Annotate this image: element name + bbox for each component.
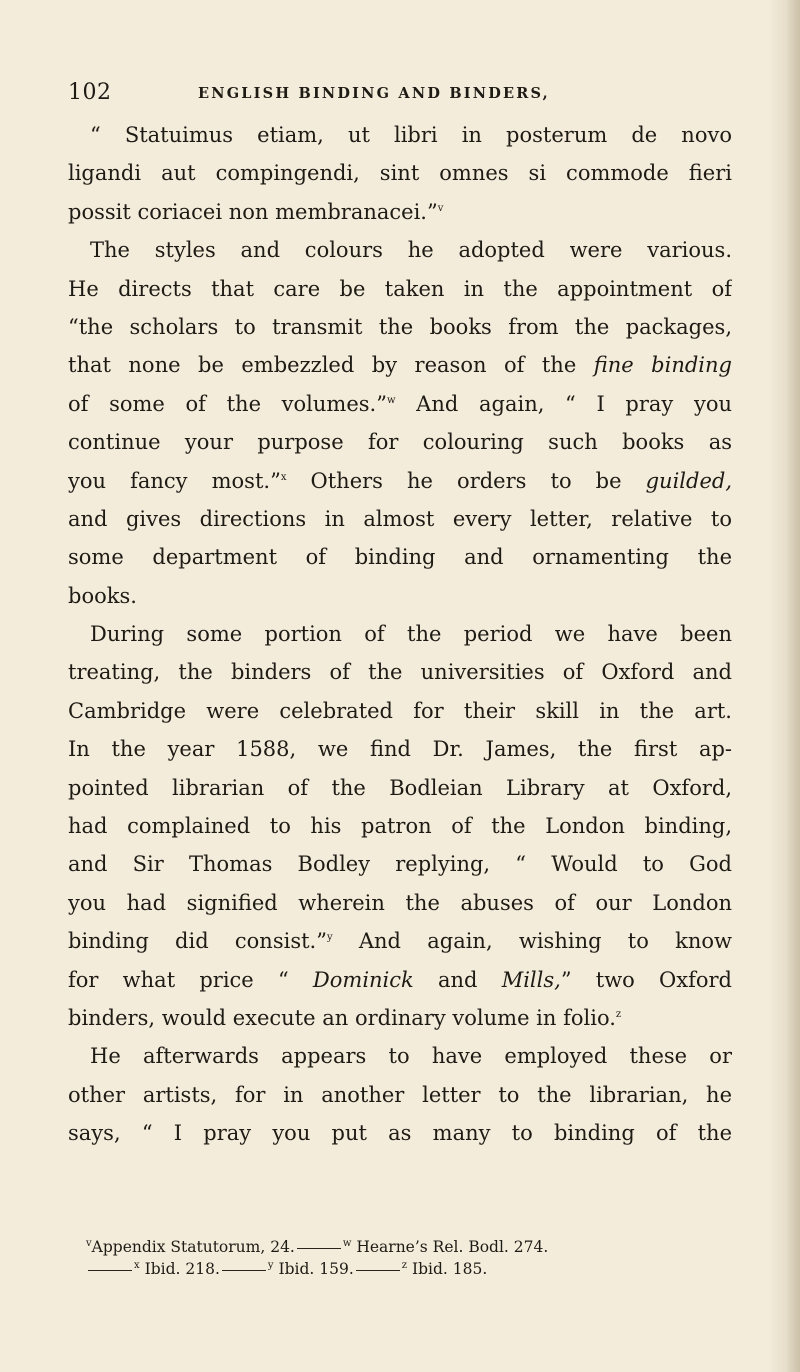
text-line: treating, the binders of the universities of Oxford and	[68, 660, 732, 685]
footnote-marker: z	[401, 1259, 408, 1271]
text-line	[68, 346, 732, 384]
text-line: some department of binding and ornamenting the	[68, 545, 732, 570]
text-line: pointed librarian of the Bodleian Library at Oxford,	[68, 775, 732, 800]
footnote-marker: v	[86, 1237, 92, 1249]
footnote-marker: y	[267, 1259, 274, 1271]
text-line	[68, 922, 732, 960]
page-header	[68, 80, 628, 110]
footnote-ref: z	[615, 1008, 622, 1020]
text-line: In the year 1588, we find Dr. James, the first ap-	[68, 737, 732, 762]
text-line: other artists, for in another letter to the librarian, he	[68, 1082, 732, 1107]
running-head: ENGLISH BINDING AND BINDERS,	[198, 85, 550, 102]
text-run: And again, “ I pray you	[395, 391, 732, 416]
footnote-text: Ibid. 159.	[278, 1260, 354, 1278]
text-line	[68, 999, 732, 1037]
text-run: And again, wishing to know	[332, 929, 732, 954]
italic-run: Dominick	[312, 967, 414, 992]
text-line: He directs that care be taken in the appointment of	[68, 276, 732, 301]
text-line: and gives directions in almost every letter, relative to	[68, 506, 732, 531]
footnote-text: Appendix Statutorum, 24.	[91, 1238, 295, 1256]
text-run: Others he orders to be	[286, 468, 646, 493]
text-line: had complained to his patron of the London binding,	[68, 814, 732, 839]
footnote-dash	[222, 1270, 266, 1271]
footnote-dash	[88, 1270, 132, 1271]
page-edge-shadow	[786, 0, 800, 1372]
text-run: ” two Oxford	[560, 967, 732, 992]
text-line: During some portion of the period we have been	[90, 622, 732, 647]
text-run: you fancy most.”	[68, 468, 281, 493]
italic-run: fine binding	[593, 353, 732, 378]
text-run: of some of the volumes.”	[68, 391, 387, 416]
text-line: Cambridge were celebrated for their skill in the art.	[68, 698, 732, 723]
text-line: books.	[68, 583, 137, 608]
italic-run: Mills,	[501, 967, 561, 992]
text-run: that none be embezzled by reason of the	[68, 353, 594, 378]
text-line: “the scholars to transmit the books from the packages,	[68, 314, 732, 339]
footnotes	[86, 1236, 736, 1280]
text-line: continue your purpose for colouring such books as	[68, 430, 732, 455]
footnote-dash	[297, 1248, 341, 1249]
text-line: you had signified wherein the abuses of our London	[68, 890, 732, 915]
text-line: He afterwards appears to have employed these or	[90, 1044, 732, 1069]
footnote-ref: x	[280, 471, 287, 483]
text-line	[68, 462, 732, 500]
italic-run: guilded,	[645, 468, 732, 493]
text-line: ligandi aut compingendi, sint omnes si commode fieri	[68, 161, 732, 186]
text-run: binders, would execute an ordinary volume in folio.	[68, 1005, 616, 1030]
footnote-text: Ibid. 218.	[144, 1260, 220, 1278]
text-line	[68, 385, 732, 423]
footnote-marker: w	[342, 1237, 352, 1249]
text-line: The styles and colours he adopted were various.	[90, 238, 732, 263]
page-number: 102	[68, 80, 112, 105]
text-line	[68, 961, 732, 999]
footnote-text: Hearne’s Rel. Bodl. 274.	[356, 1238, 549, 1256]
footnote-ref: y	[326, 932, 333, 944]
footnote-line	[86, 1236, 736, 1258]
footnote-ref: w	[386, 394, 396, 406]
text-line: “ Statuimus etiam, ut libri in posterum de novo	[90, 123, 732, 147]
text-line: says, “ I pray you put as many to binding of the	[68, 1121, 732, 1146]
text-run: and	[413, 967, 502, 992]
footnote-line	[86, 1258, 736, 1280]
footnote-dash	[356, 1270, 400, 1271]
footnote-ref: v	[437, 202, 444, 214]
footnote-marker: x	[134, 1259, 140, 1271]
text-run: for what price “	[68, 967, 313, 992]
text-line: and Sir Thomas Bodley replying, “ Would to God	[68, 852, 732, 877]
body-text	[68, 116, 732, 1153]
text-run: binding did consist.”	[68, 929, 327, 954]
text-run: possit coriacei non membranacei.”	[68, 199, 438, 224]
footnote-text: Ibid. 185.	[411, 1260, 488, 1278]
text-line	[68, 193, 732, 231]
